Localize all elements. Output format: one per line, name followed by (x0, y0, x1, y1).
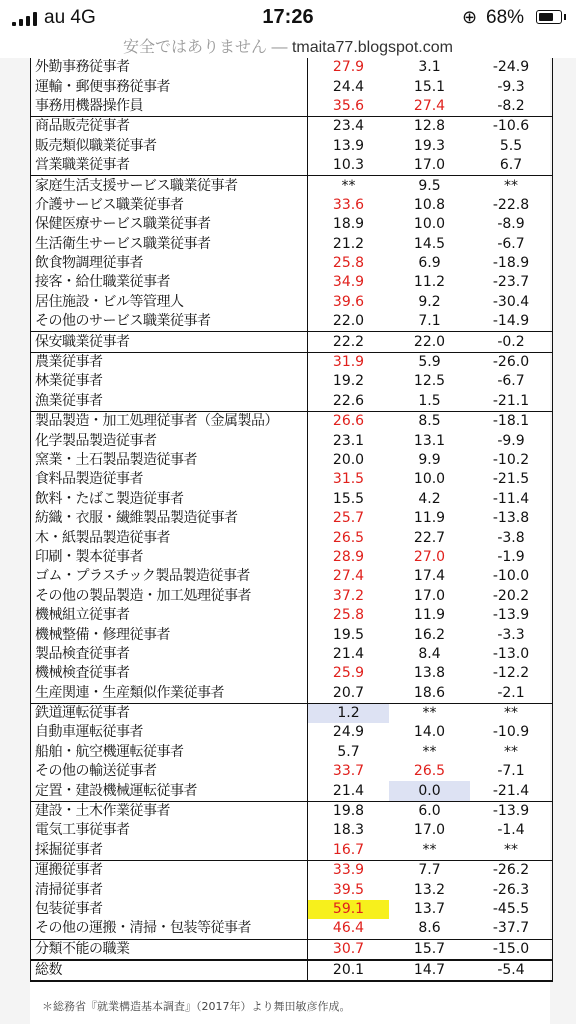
table-row (31, 97, 553, 117)
occupation-cell: その他の輸送従事者 (31, 762, 308, 781)
value-1-cell: 37.2 (332, 587, 365, 604)
value-3-cell: ** (470, 743, 553, 762)
table-row (31, 254, 553, 273)
value-1-cell: 31.5 (332, 471, 365, 488)
table-row (31, 664, 553, 683)
value-1-cell: 10.3 (332, 157, 365, 174)
table-row (31, 490, 553, 509)
value-2-cell: 13.2 (413, 881, 446, 898)
occupation-cell: 農業従事者 (31, 352, 308, 372)
value-1-cell: 21.4 (332, 645, 365, 662)
value-2-cell: 8.6 (418, 920, 441, 937)
table-row (31, 723, 553, 742)
value-2-cell: 14.0 (413, 724, 446, 741)
value-1-cell: 59.1 (308, 900, 390, 919)
value-2-cell: 15.7 (389, 939, 470, 960)
occupation-cell: 機械整備・修理従事者 (31, 625, 308, 644)
value-3-cell: -8.2 (470, 97, 553, 117)
value-3-cell: ** (470, 176, 553, 196)
value-1-cell: 20.0 (332, 452, 365, 468)
occupation-cell: 漁業従事者 (31, 392, 308, 412)
value-3-cell: -18.1 (470, 412, 553, 432)
value-2-cell: ** (422, 841, 437, 858)
value-2-cell: 17.0 (413, 587, 446, 604)
value-3-cell: -13.9 (470, 606, 553, 625)
value-3-cell: 5.5 (470, 137, 553, 156)
value-2-cell: 22.0 (389, 332, 470, 352)
table-row (31, 587, 553, 606)
status-bar (0, 0, 576, 34)
value-2-cell: 13.8 (413, 665, 446, 682)
occupation-cell: 採掘従事者 (31, 841, 308, 861)
value-1-cell: ** (308, 176, 390, 196)
value-2-cell: 26.5 (413, 763, 446, 780)
table-row (31, 684, 553, 704)
value-1-cell: 46.4 (332, 920, 365, 937)
value-3-cell: -14.9 (470, 312, 553, 332)
occupation-cell: 飲料・たばこ製造従事者 (31, 490, 308, 509)
value-2-cell: 15.1 (413, 78, 446, 95)
value-3-cell: -15.0 (470, 939, 553, 960)
carrier-label: au 4G (44, 7, 96, 28)
table-row (31, 293, 553, 312)
value-1-cell: 22.2 (308, 332, 390, 352)
value-2-cell: 7.7 (389, 861, 470, 881)
value-3-cell: -30.4 (470, 293, 553, 312)
value-1-cell: 20.1 (308, 960, 390, 981)
value-2-cell: 5.9 (389, 352, 470, 372)
table-row (31, 548, 553, 567)
value-2-cell: 13.1 (413, 432, 446, 449)
table-row (31, 841, 553, 861)
value-2-cell: 13.7 (413, 900, 446, 917)
value-3-cell: -2.1 (470, 684, 553, 704)
value-3-cell: 6.7 (470, 156, 553, 176)
occupation-cell: 窯業・土石製品製造従事者 (31, 451, 308, 470)
value-1-cell: 30.7 (308, 939, 390, 960)
value-3-cell: -21.4 (470, 781, 553, 801)
rotation-lock-icon: ⊕ (462, 7, 478, 27)
value-3-cell: -12.2 (470, 664, 553, 683)
insecure-warning: 安全ではありません — (123, 39, 288, 56)
value-1-cell: 23.4 (308, 117, 390, 137)
value-3-cell: -10.0 (470, 567, 553, 586)
value-2-cell: 4.2 (418, 490, 441, 507)
value-1-cell: 23.1 (332, 432, 365, 449)
value-3-cell: -26.2 (470, 861, 553, 881)
clock: 17:26 (262, 6, 314, 28)
occupation-cell: 鉄道運転従事者 (31, 703, 308, 723)
value-1-cell: 1.2 (308, 703, 390, 723)
page-content[interactable] (0, 58, 576, 1024)
value-3-cell: -21.5 (470, 470, 553, 489)
value-2-cell: 9.9 (418, 452, 441, 468)
occupation-cell: 印刷・製本従事者 (31, 548, 308, 567)
value-1-cell: 25.8 (332, 607, 365, 624)
table-row (31, 703, 553, 723)
value-2-cell: 18.6 (413, 684, 446, 701)
value-1-cell: 28.9 (332, 548, 365, 565)
table-row (31, 215, 553, 234)
value-1-cell: 26.5 (332, 529, 365, 546)
table-row (31, 900, 553, 919)
value-1-cell: 18.9 (332, 216, 365, 233)
value-2-cell: 8.4 (418, 645, 441, 662)
value-3-cell: -13.9 (470, 801, 553, 821)
value-2-cell: 0.0 (389, 781, 470, 801)
data-table-container (30, 58, 550, 1024)
occupation-cell: その他の製品製造・加工処理従事者 (31, 587, 308, 606)
value-2-cell: 6.0 (389, 801, 470, 821)
occupation-cell: ゴム・プラスチック製品製造従事者 (31, 567, 308, 586)
value-1-cell: 24.4 (332, 78, 365, 95)
table-row (31, 372, 553, 391)
occupation-cell: 木・紙製品製造従事者 (31, 528, 308, 547)
value-2-cell: 27.0 (413, 548, 446, 565)
table-row (31, 273, 553, 292)
occupation-cell: 製品検査従事者 (31, 645, 308, 664)
table-row (31, 821, 553, 840)
table-row (31, 567, 553, 586)
value-1-cell: 34.9 (332, 274, 365, 291)
occupation-cell: 生産関連・生産類似作業従事者 (31, 684, 308, 704)
url-domain: tmaita77.blogspot.com (291, 39, 453, 56)
value-3-cell: -3.3 (470, 625, 553, 644)
table-row (31, 332, 553, 352)
table-row (31, 919, 553, 939)
occupation-cell: 船舶・航空機運転従事者 (31, 743, 308, 762)
value-1-cell: 22.0 (332, 313, 365, 330)
battery-icon (536, 10, 562, 24)
occupation-cell: 製品製造・加工処理従事者（金属製品） (31, 412, 308, 432)
table-row (31, 743, 553, 762)
occupation-cell: 保健医療サービス職業従事者 (31, 215, 308, 234)
value-2-cell: 22.7 (413, 529, 446, 546)
value-3-cell: -9.3 (470, 77, 553, 96)
value-3-cell: -7.1 (470, 762, 553, 781)
table-row (31, 156, 553, 176)
table-row (31, 625, 553, 644)
occupation-cell: 自動車運転従事者 (31, 723, 308, 742)
value-3-cell: -11.4 (470, 490, 553, 509)
value-1-cell: 35.6 (332, 97, 365, 114)
table-row (31, 451, 553, 470)
value-2-cell: 16.2 (413, 626, 446, 643)
value-1-cell: 19.8 (308, 801, 390, 821)
table-row (31, 412, 553, 432)
value-3-cell: ** (470, 703, 553, 723)
occupation-cell: 清掃従事者 (31, 880, 308, 899)
value-2-cell: 9.5 (389, 176, 470, 196)
value-1-cell: 21.2 (332, 235, 365, 252)
occupation-cell: 運搬従事者 (31, 861, 308, 881)
value-3-cell: -45.5 (470, 900, 553, 919)
value-1-cell: 33.6 (332, 196, 365, 213)
table-row (31, 861, 553, 881)
occupation-cell: 居住施設・ビル等管理人 (31, 293, 308, 312)
value-3-cell: ** (470, 841, 553, 861)
value-2-cell: 11.9 (413, 510, 446, 527)
value-3-cell: -1.4 (470, 821, 553, 840)
value-2-cell: 12.5 (413, 373, 446, 390)
value-1-cell: 39.6 (332, 293, 365, 310)
value-2-cell: 7.1 (418, 313, 441, 330)
value-3-cell: -1.9 (470, 548, 553, 567)
occupation-cell: 事務用機器操作員 (31, 97, 308, 117)
value-2-cell: ** (422, 743, 437, 760)
occupation-cell: 紡織・衣服・繊維製品製造従事者 (31, 509, 308, 528)
value-2-cell: 8.5 (389, 412, 470, 432)
value-1-cell: 22.6 (332, 392, 365, 409)
total-row (31, 960, 553, 981)
occupation-cell: 家庭生活支援サービス職業従事者 (31, 176, 308, 196)
value-2-cell: 17.4 (413, 568, 446, 585)
table-row (31, 117, 553, 137)
value-1-cell: 25.8 (332, 255, 365, 272)
value-3-cell: -8.9 (470, 215, 553, 234)
url-bar[interactable] (0, 34, 576, 58)
occupation-cell: 商品販売従事者 (31, 117, 308, 137)
table-row (31, 392, 553, 412)
occupation-cell: 定置・建設機械運転従事者 (31, 781, 308, 801)
table-row (31, 137, 553, 156)
occupation-cell: 保安職業従事者 (31, 332, 308, 352)
value-3-cell: -5.4 (470, 960, 553, 981)
table-row (31, 645, 553, 664)
table-row (31, 762, 553, 781)
battery-percent: 68% (486, 7, 525, 28)
table-row (31, 312, 553, 332)
source-footnote: ＊総務省『就業構造基本調査』（2017年）より舞田敏彦作成。 (42, 1000, 351, 1013)
value-3-cell: -10.6 (470, 117, 553, 137)
value-3-cell: -13.8 (470, 509, 553, 528)
value-1-cell: 26.6 (308, 412, 390, 432)
occupation-cell: 運輸・郵便事務従事者 (31, 77, 308, 96)
occupation-cell: 生活衛生サービス職業従事者 (31, 235, 308, 254)
table-row (31, 352, 553, 372)
value-2-cell: 12.8 (389, 117, 470, 137)
value-1-cell: 33.7 (332, 763, 365, 780)
value-1-cell: 20.7 (332, 684, 365, 701)
value-1-cell: 39.5 (332, 881, 365, 898)
table-row (31, 801, 553, 821)
value-3-cell: -10.9 (470, 723, 553, 742)
value-2-cell: 14.5 (413, 235, 446, 252)
value-1-cell: 27.9 (332, 59, 365, 76)
value-1-cell: 25.7 (332, 510, 365, 527)
table-row (31, 431, 553, 450)
value-1-cell: 13.9 (332, 137, 365, 154)
value-2-cell: 9.2 (418, 293, 441, 310)
occupation-cell: 接客・給仕職業従事者 (31, 273, 308, 292)
value-3-cell: -0.2 (470, 332, 553, 352)
value-3-cell: -3.8 (470, 528, 553, 547)
value-2-cell: 3.1 (418, 59, 441, 76)
value-1-cell: 25.9 (332, 665, 365, 682)
value-3-cell: -10.2 (470, 451, 553, 470)
occupation-cell: 総数 (31, 960, 308, 981)
occupation-cell: 分類不能の職業 (31, 939, 308, 960)
value-2-cell: 10.0 (413, 471, 446, 488)
value-2-cell: 6.9 (418, 255, 441, 272)
occupation-cell: その他のサービス職業従事者 (31, 312, 308, 332)
value-2-cell: 10.0 (413, 216, 446, 233)
value-2-cell: 11.9 (413, 607, 446, 624)
occupation-cell: 食料品製造従事者 (31, 470, 308, 489)
value-3-cell: -18.9 (470, 254, 553, 273)
value-3-cell: -23.7 (470, 273, 553, 292)
value-1-cell: 19.2 (332, 373, 365, 390)
table-row (31, 58, 553, 77)
occupation-cell: 販売類似職業従事者 (31, 137, 308, 156)
table-row (31, 939, 553, 960)
value-1-cell: 31.9 (308, 352, 390, 372)
value-1-cell: 18.3 (332, 822, 365, 839)
value-1-cell: 15.5 (332, 490, 365, 507)
occupation-cell: 化学製品製造従事者 (31, 431, 308, 450)
value-2-cell: 10.8 (413, 196, 446, 213)
occupation-cell: 包装従事者 (31, 900, 308, 919)
value-3-cell: -26.3 (470, 880, 553, 899)
occupation-table (30, 58, 553, 982)
table-row (31, 606, 553, 625)
value-3-cell: -6.7 (470, 372, 553, 391)
value-1-cell: 5.7 (337, 743, 360, 760)
value-3-cell: -22.8 (470, 196, 553, 215)
value-3-cell: -21.1 (470, 392, 553, 412)
value-3-cell: -9.9 (470, 431, 553, 450)
value-3-cell: -37.7 (470, 919, 553, 939)
value-3-cell: -26.0 (470, 352, 553, 372)
table-row (31, 235, 553, 254)
occupation-cell: 外勤事務従事者 (31, 58, 308, 77)
value-1-cell: 19.5 (332, 626, 365, 643)
value-2-cell: 17.0 (413, 157, 446, 174)
occupation-cell: 電気工事従事者 (31, 821, 308, 840)
value-1-cell: 24.9 (332, 724, 365, 741)
table-row (31, 196, 553, 215)
value-2-cell: 1.5 (418, 392, 441, 409)
value-1-cell: 21.4 (332, 782, 365, 799)
value-3-cell: -6.7 (470, 235, 553, 254)
value-2-cell: 14.7 (389, 960, 470, 981)
value-3-cell: -24.9 (470, 58, 553, 77)
value-2-cell: 17.0 (413, 822, 446, 839)
table-row (31, 528, 553, 547)
value-2-cell: 19.3 (413, 137, 446, 154)
occupation-cell: 機械組立従事者 (31, 606, 308, 625)
occupation-cell: 林業従事者 (31, 372, 308, 391)
table-row (31, 77, 553, 96)
occupation-cell: 飲食物調理従事者 (31, 254, 308, 273)
value-2-cell: 11.2 (413, 274, 446, 291)
occupation-cell: 機械検査従事者 (31, 664, 308, 683)
table-row (31, 781, 553, 801)
value-3-cell: -13.0 (470, 645, 553, 664)
value-1-cell: 27.4 (332, 568, 365, 585)
table-row (31, 509, 553, 528)
occupation-cell: その他の運搬・清掃・包装等従事者 (31, 919, 308, 939)
value-1-cell: 33.9 (308, 861, 390, 881)
value-3-cell: -20.2 (470, 587, 553, 606)
value-2-cell: ** (389, 703, 470, 723)
table-row (31, 470, 553, 489)
occupation-cell: 介護サービス職業従事者 (31, 196, 308, 215)
table-row (31, 176, 553, 196)
value-2-cell: 27.4 (413, 97, 446, 114)
occupation-cell: 営業職業従事者 (31, 156, 308, 176)
table-row (31, 880, 553, 899)
occupation-cell: 建設・土木作業従事者 (31, 801, 308, 821)
value-1-cell: 16.7 (332, 841, 365, 858)
